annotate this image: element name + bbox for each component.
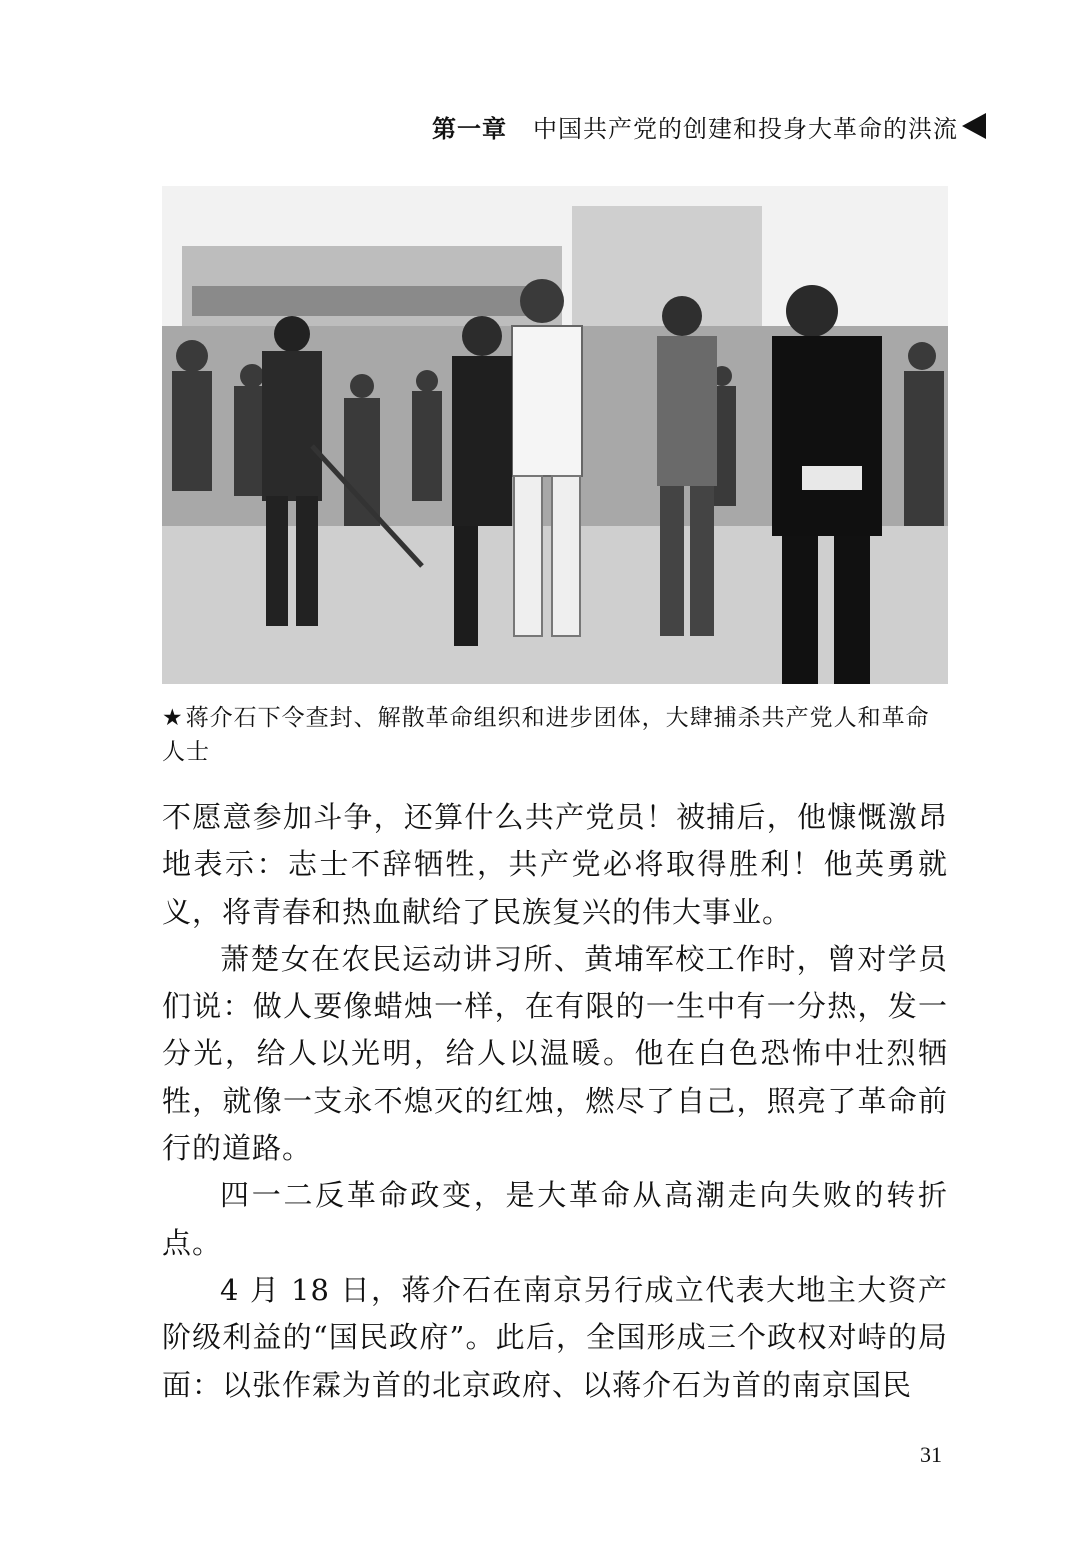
- triangle-marker-icon: [962, 113, 986, 139]
- paragraph: 萧楚女在农民运动讲习所、黄埔军校工作时，曾对学员们说：做人要像蜡烛一样，在有限的一生中有一分热，发一分光，给人以光明，给人以温暖。他在白色恐怖中壮烈牺牲，就像一支永不熄灭的红烛，燃尽了自己，照亮了革命前行的道路。: [162, 941, 948, 1166]
- chapter-label: 第一章: [432, 114, 507, 143]
- paragraph: 不愿意参加斗争，还算什么共产党员！被捕后，他慷慨激昂地表示：志士不辞牺牲，共产党必将取得胜利！他英勇就义，将青春和热血献给了民族复兴的伟大事业。: [162, 800, 948, 929]
- page-number: 31: [920, 1442, 942, 1467]
- paragraph: 四一二反革命政变，是大革命从高潮走向失败的转折点。: [162, 1178, 948, 1260]
- photo-illustration: [162, 186, 948, 684]
- chapter-title: 中国共产党的创建和投身大革命的洪流: [533, 114, 958, 143]
- caption-text: 蒋介石下令查封、解散革命组织和进步团体，大肆捕杀共产党人和革命人士: [162, 705, 930, 765]
- photo-caption: [162, 701, 952, 769]
- paragraph: 4 月 18 日，蒋介石在南京另行成立代表大地主大资产阶级利益的“国民政府”。此后，全国形成三个政权对峙的局面：以张作霖为首的北京政府、以蒋介石为首的南京国民: [162, 1272, 948, 1402]
- body-text: [162, 794, 948, 1409]
- star-icon: ★: [162, 705, 184, 731]
- historical-photo: [162, 186, 948, 684]
- running-header: [160, 106, 980, 146]
